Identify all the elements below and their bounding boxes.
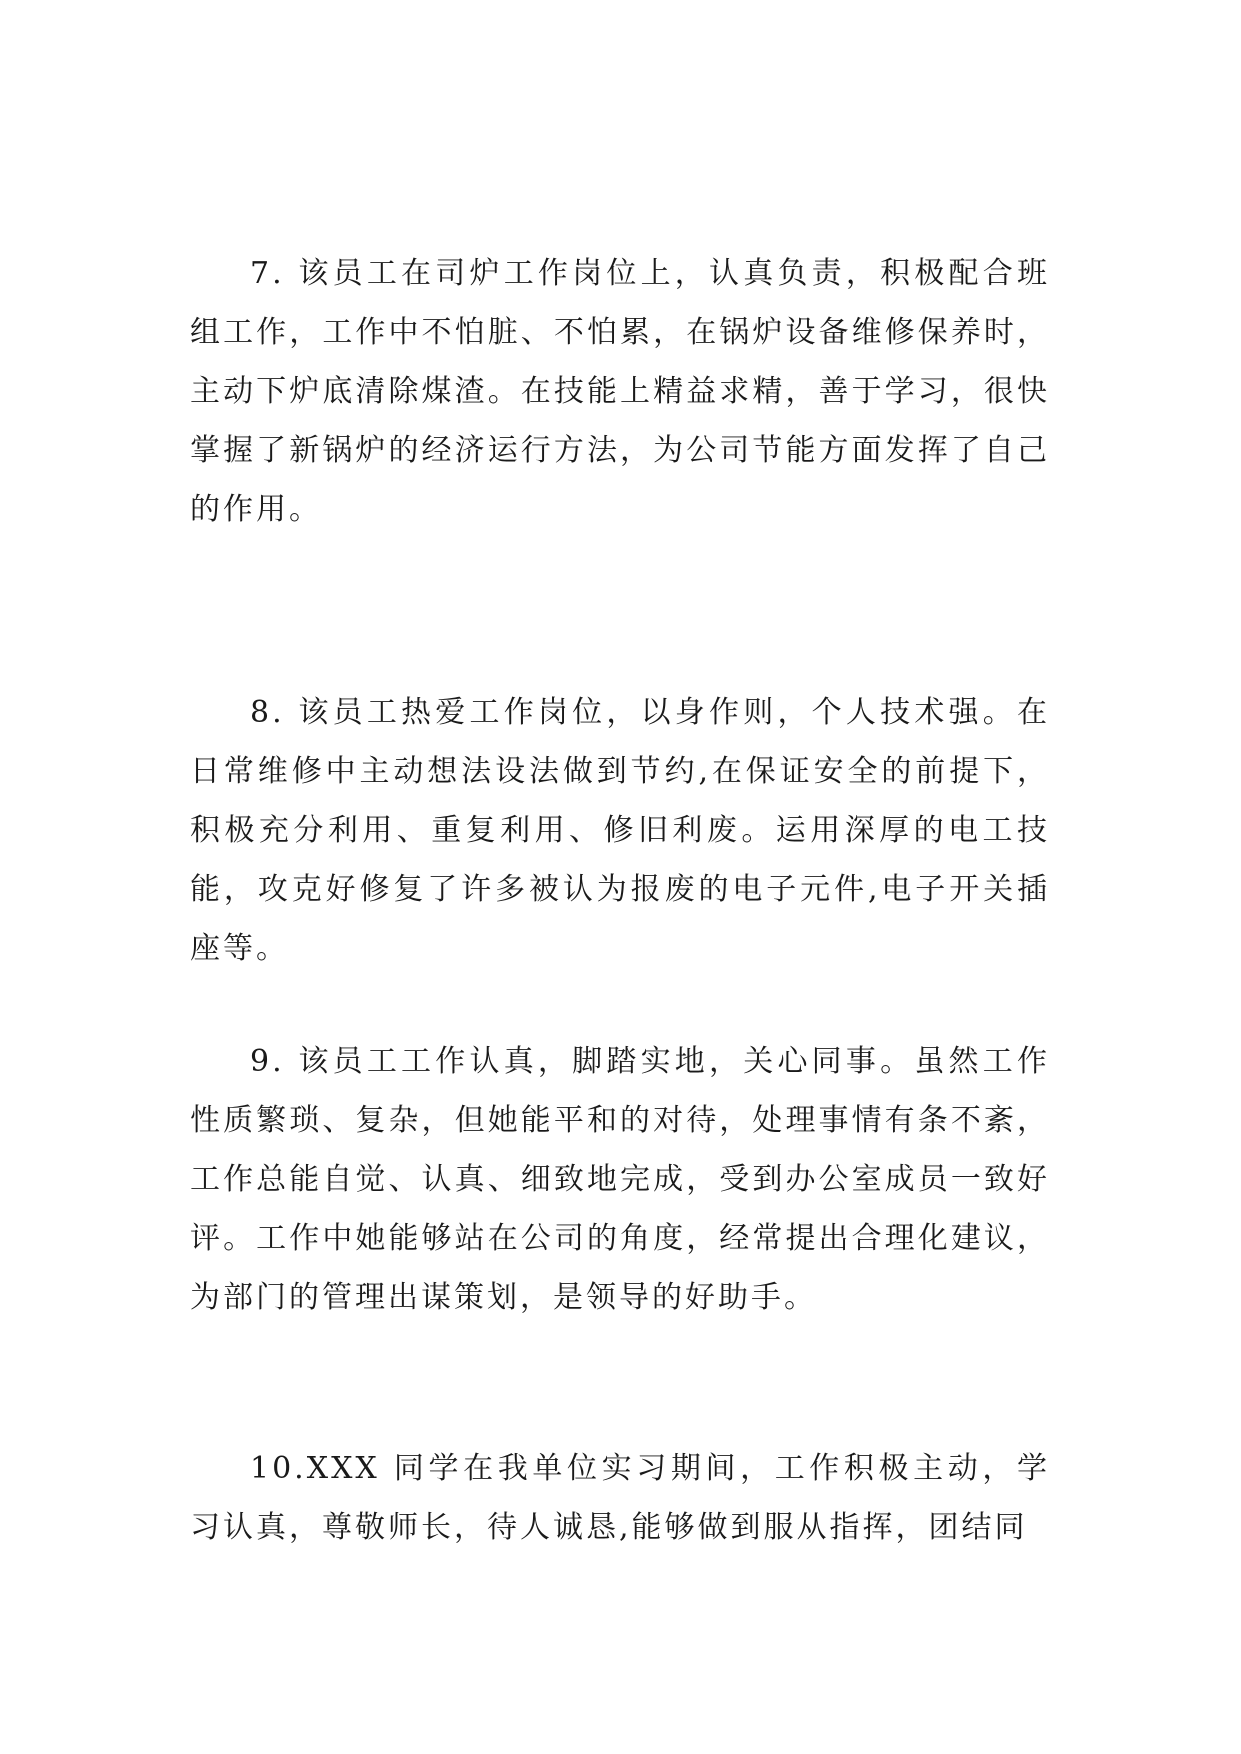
- paragraph-9: 9. 该员工工作认真，脚踏实地，关心同事。虽然工作性质繁琐、复杂，但她能平和的对待，处理事情有条不紊，工作总能自觉、认真、细致地完成，受到办公室成员一致好评。工作中她能够站在公司的角度，经常提出合理化建议，为部门的管理出谋策划，是领导的好助手。: [190, 1044, 1050, 1315]
- paragraph-10: 10.XXX 同学在我单位实习期间，工作积极主动，学习认真，尊敬师长，待人诚恳,能够做到服从指挥，团结同: [190, 1451, 1050, 1545]
- paragraph-8: 8. 该员工热爱工作岗位，以身作则，个人技术强。在日常维修中主动想法设法做到节约,在保证安全的前提下，积极充分利用、重复利用、修旧利废。运用深厚的电工技能，攻克好修复了许多被认为报废的电子元件,电子开关插座等。: [190, 695, 1050, 966]
- paragraph-7: 7. 该员工在司炉工作岗位上，认真负责，积极配合班组工作，工作中不怕脏、不怕累，在锅炉设备维修保养时，主动下炉底清除煤渣。在技能上精益求精，善于学习，很快掌握了新锅炉的经济运行方法，为公司节能方面发挥了自己的作用。: [190, 256, 1050, 527]
